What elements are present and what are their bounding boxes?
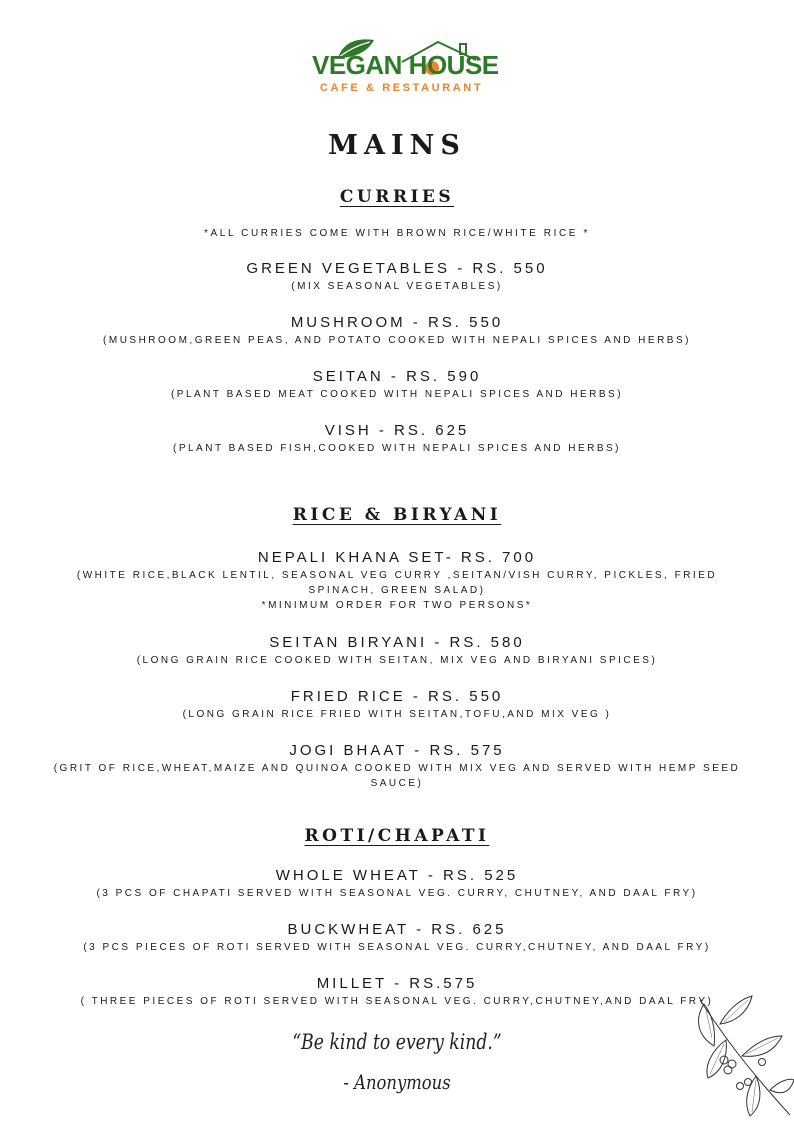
- menu-item: [50, 866, 744, 901]
- item-name: BUCKWHEAT - RS. 625: [287, 921, 507, 938]
- item-desc: (MUSHROOM,GREEN PEAS, AND POTATO COOKED WITH NEPALI SPICES AND HERBS): [103, 335, 691, 346]
- logo-tagline: CAFE & RESTAURANT: [320, 82, 484, 94]
- section-title-rice: RICE & BIRYANI: [292, 505, 502, 525]
- item-desc: (LONG GRAIN RICE FRIED WITH SEITAN,TOFU,AND MIX VEG ): [182, 709, 612, 720]
- menu-item: [50, 421, 744, 456]
- quote-text: “Be kind to every kind.”: [292, 1030, 502, 1054]
- item-name: NEPALI KHANA SET- RS. 700: [257, 549, 537, 566]
- menu-item: [50, 974, 744, 1009]
- section-title-roti: ROTI/CHAPATI: [304, 826, 490, 846]
- item-desc: (3 PCS PIECES OF ROTI SERVED WITH SEASONAL VEG. CURRY,CHUTNEY, AND DAAL FRY): [83, 942, 711, 953]
- logo: [308, 36, 499, 98]
- item-name: MILLET - RS.575: [316, 975, 478, 992]
- item-name: WHOLE WHEAT - RS. 525: [275, 867, 519, 884]
- item-name: VISH - RS. 625: [324, 422, 470, 439]
- menu-item: [50, 367, 744, 402]
- item-desc: (WHITE RICE,BLACK LENTIL, SEASONAL VEG CURRY ,SEITAN/VISH CURRY, PICKLES, FRIED SPINACH, GREEN SALAD): [76, 570, 718, 596]
- curries-note: *ALL CURRIES COME WITH BROWN RICE/WHITE RICE *: [204, 228, 590, 239]
- menu-item: [50, 259, 744, 294]
- item-name: SEITAN BIRYANI - RS. 580: [269, 634, 525, 651]
- menu-item: [50, 313, 744, 348]
- page-title: MAINS: [328, 130, 466, 161]
- menu-item: [50, 633, 744, 668]
- menu-item: [50, 548, 744, 613]
- item-desc: (3 PCS OF CHAPATI SERVED WITH SEASONAL VEG. CURRY, CHUTNEY, AND DAAL FRY): [96, 888, 698, 899]
- item-note: *MINIMUM ORDER FOR TWO PERSONS*: [261, 600, 533, 611]
- menu-item: [50, 741, 744, 791]
- item-name: MUSHROOM - RS. 550: [290, 314, 504, 331]
- section-title-curries: CURRIES: [339, 187, 455, 207]
- item-desc: (LONG GRAIN RICE COOKED WITH SEITAN, MIX VEG AND BIRYANI SPICES): [136, 655, 658, 666]
- item-desc: ( THREE PIECES OF ROTI SERVED WITH SEASONAL VEG. CURRY,CHUTNEY,AND DAAL FRY): [80, 996, 714, 1007]
- menu-item: [50, 687, 744, 722]
- logo-brand: VEGAN HOUSE: [312, 50, 499, 80]
- item-name: JOGI BHAAT - RS. 575: [289, 742, 505, 759]
- quote-author: - Anonymous: [343, 1070, 451, 1094]
- item-name: SEITAN - RS. 590: [312, 368, 482, 385]
- item-desc: (PLANT BASED FISH,COOKED WITH NEPALI SPICES AND HERBS): [172, 443, 622, 454]
- item-desc: (GRIT OF RICE,WHEAT,MAIZE AND QUINOA COOKED WITH MIX VEG AND SERVED WITH HEMP SEED SAUCE): [53, 763, 741, 789]
- item-desc: (MIX SEASONAL VEGETABLES): [291, 281, 503, 292]
- item-name: FRIED RICE - RS. 550: [290, 688, 504, 705]
- item-desc: (PLANT BASED MEAT COOKED WITH NEPALI SPICES AND HERBS): [170, 389, 624, 400]
- botanical-sprig-icon: [690, 990, 794, 1123]
- item-name: GREEN VEGETABLES - RS. 550: [246, 260, 548, 277]
- menu-item: [50, 920, 744, 955]
